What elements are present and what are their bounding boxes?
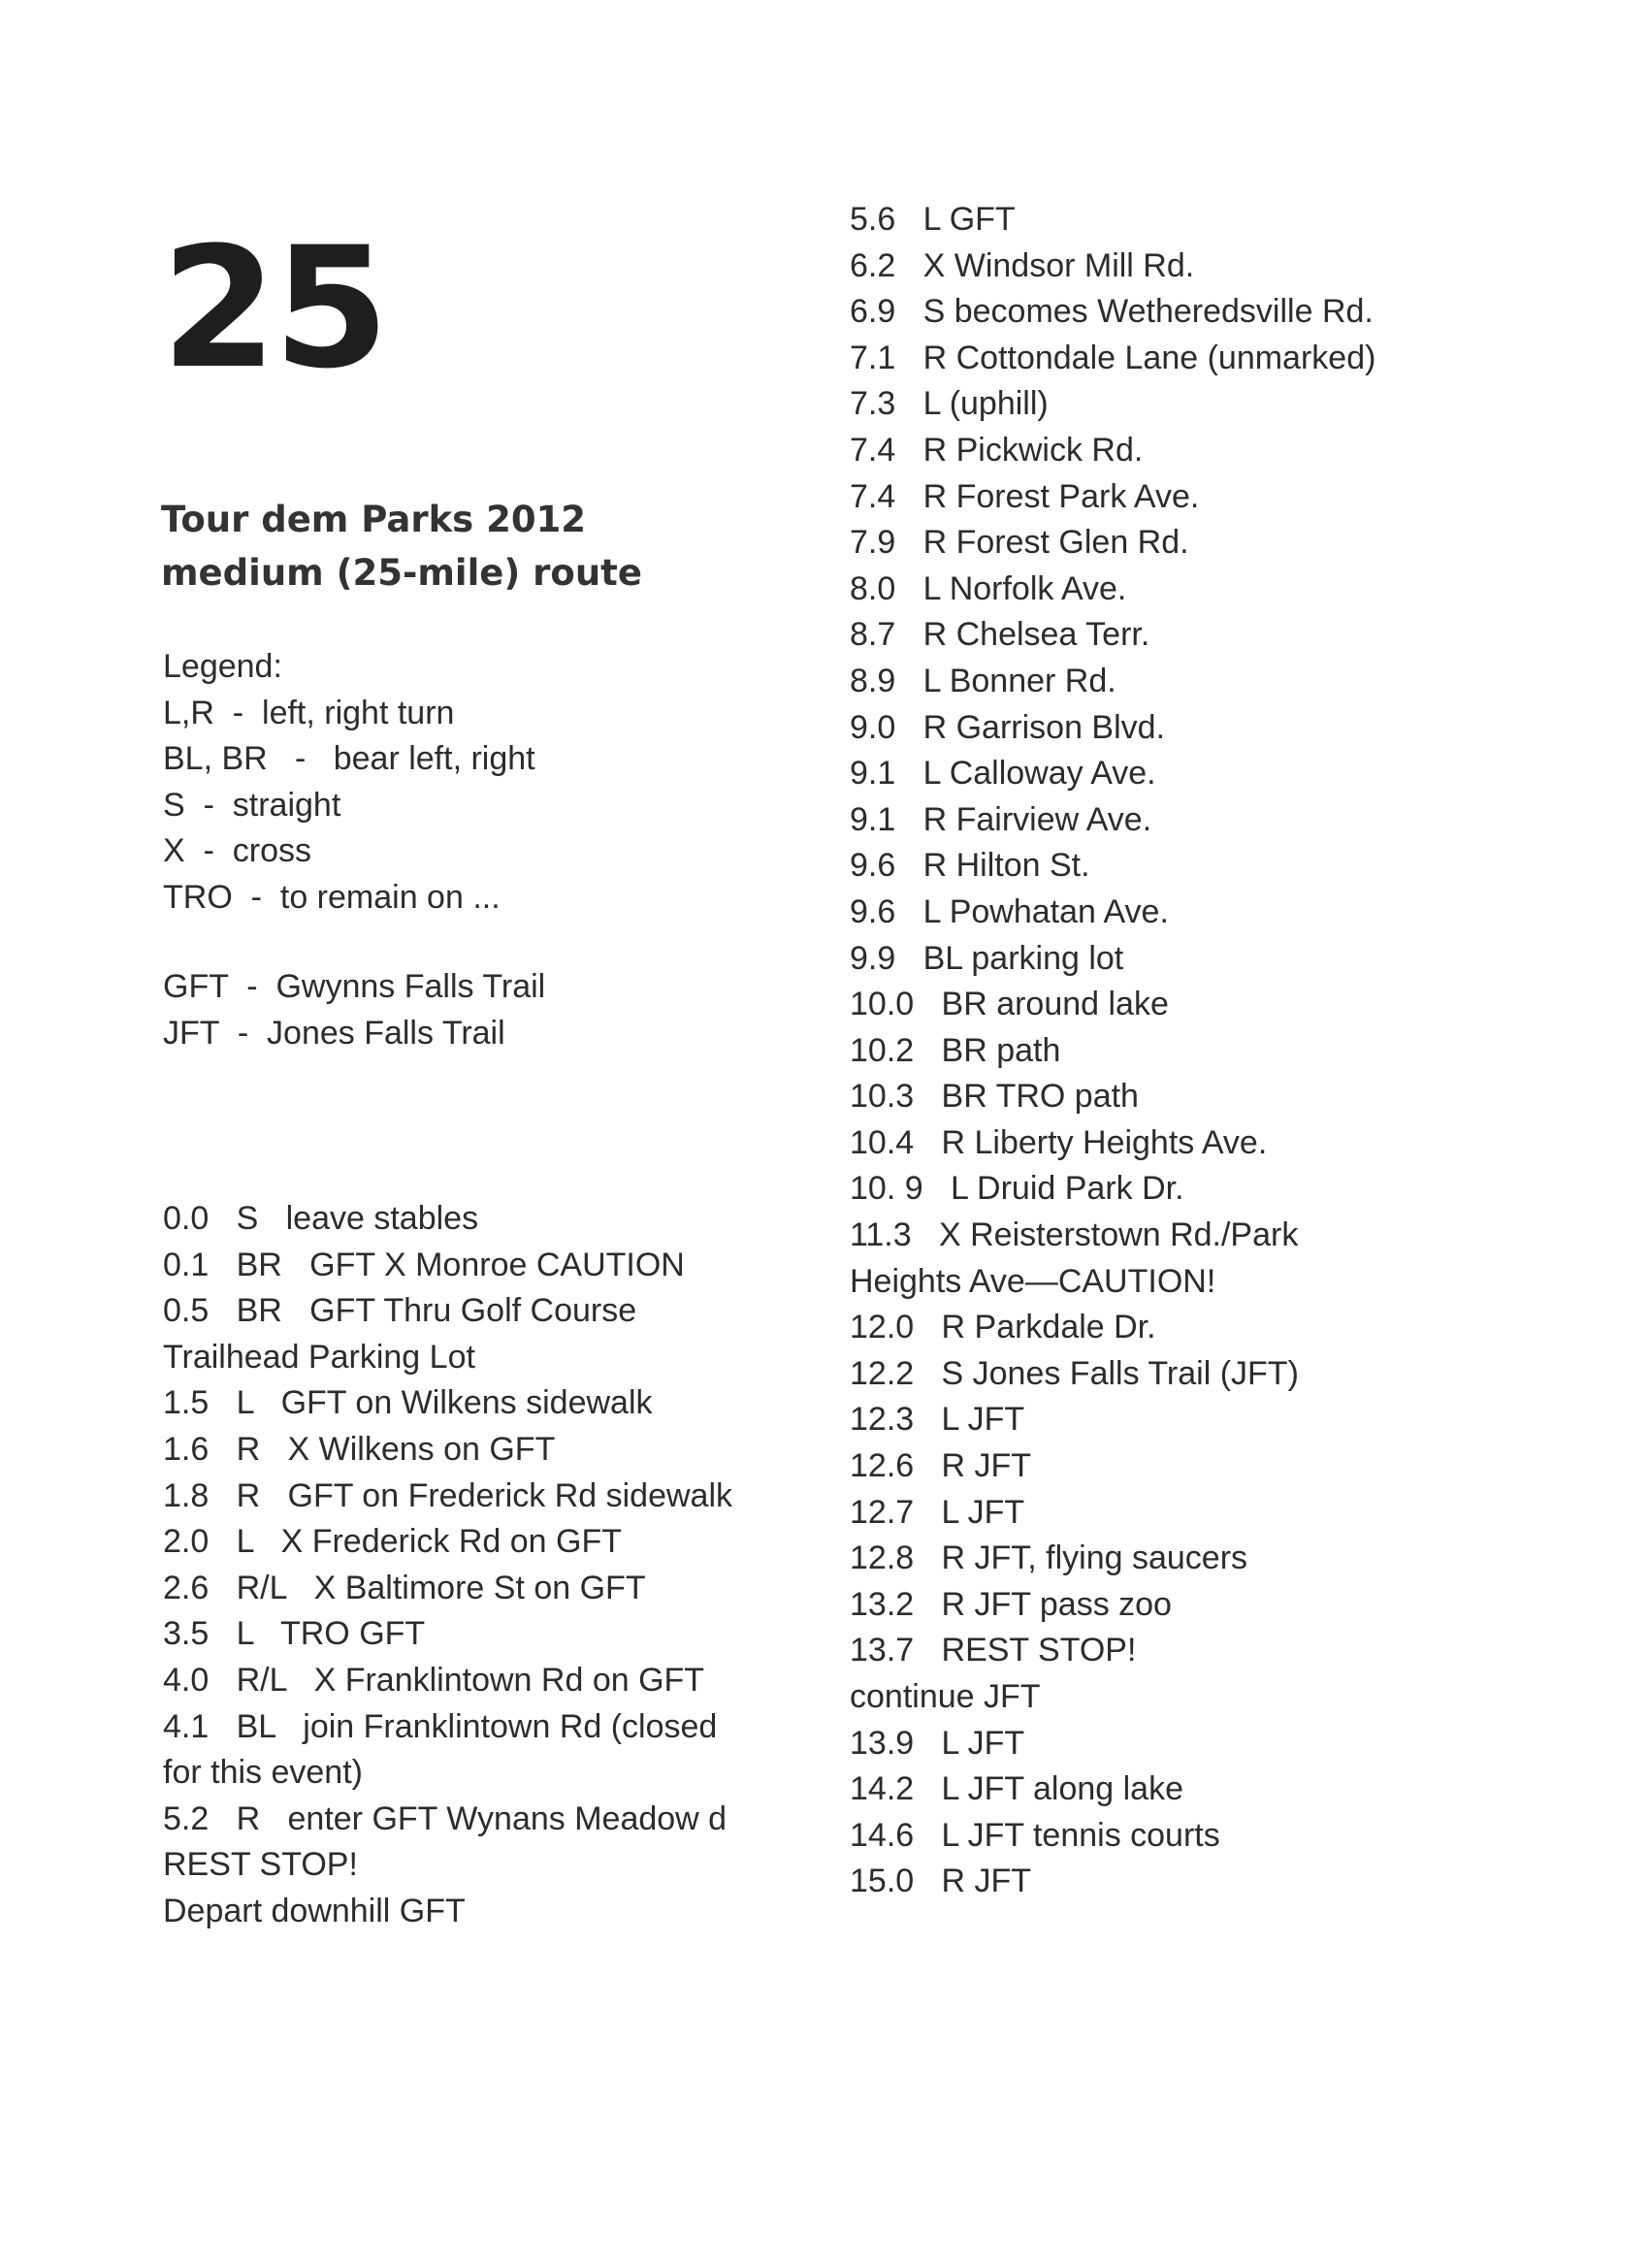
cue-line: 11.3 X Reisterstown Rd./Park <box>850 1216 1299 1254</box>
cue-line: 7.4 R Forest Park Ave. <box>850 477 1200 515</box>
legend <box>163 644 535 922</box>
cue-line: 13.9 L JFT <box>850 1724 1025 1762</box>
cue-line: 14.2 L JFT along lake <box>850 1770 1183 1808</box>
cue-line: for this event) <box>163 1754 363 1792</box>
cue-line: 6.2 X Windsor Mill Rd. <box>850 246 1195 284</box>
cue-line: 2.6 R/L X Baltimore St on GFT <box>163 1569 646 1606</box>
cue-line: continue JFT <box>850 1678 1041 1715</box>
cue-line: 9.1 R Fairview Ave. <box>850 800 1152 838</box>
cue-line: 8.9 L Bonner Rd. <box>850 662 1116 699</box>
cue-line: 5.2 R enter GFT Wynans Meadow d <box>163 1799 728 1837</box>
cue-line: 7.1 R Cottondale Lane (unmarked) <box>850 339 1376 376</box>
cue-line: 5.6 L GFT <box>850 201 1016 238</box>
cue-sheet-left-column <box>163 1196 732 1935</box>
legend-line: Legend: <box>163 648 282 685</box>
legend-line: BL, BR - bear left, right <box>163 740 535 778</box>
cue-line: 10.4 R Liberty Heights Ave. <box>850 1123 1268 1161</box>
cue-line: Trailhead Parking Lot <box>163 1338 475 1376</box>
cue-line: 0.1 BR GFT X Monroe CAUTION <box>163 1246 685 1283</box>
legend-line: S - straight <box>163 786 341 824</box>
cue-line: 15.0 R JFT <box>850 1863 1032 1900</box>
cue-line: 8.7 R Chelsea Terr. <box>850 616 1150 654</box>
cue-line: 10.0 BR around lake <box>850 986 1169 1023</box>
legend-line: L,R - left, right turn <box>163 694 455 731</box>
cue-line: 0.5 BR GFT Thru Golf Course <box>163 1292 637 1330</box>
cue-line: 6.9 S becomes Wetheredsville Rd. <box>850 293 1374 331</box>
route-title-line-1: Tour dem Parks 2012 <box>161 499 587 540</box>
cue-line: 12.8 R JFT, flying saucers <box>850 1539 1248 1577</box>
cue-line: REST STOP! <box>163 1846 358 1884</box>
cue-line: Heights Ave—CAUTION! <box>850 1262 1216 1300</box>
cue-line: 13.7 REST STOP! <box>850 1632 1137 1669</box>
cue-line: 12.0 R Parkdale Dr. <box>850 1309 1156 1346</box>
cue-line: 4.1 BL join Franklintown Rd (closed <box>163 1707 718 1745</box>
cue-line: 9.6 R Hilton St. <box>850 847 1090 885</box>
cue-line: 9.0 R Garrison Blvd. <box>850 708 1166 746</box>
cue-sheet-right-column <box>850 197 1375 1905</box>
cue-line: 10. 9 L Druid Park Dr. <box>850 1170 1184 1208</box>
cue-line: 0.0 S leave stables <box>163 1200 479 1237</box>
cue-line: 12.3 L JFT <box>850 1401 1025 1439</box>
cue-line: 4.0 R/L X Franklintown Rd on GFT <box>163 1661 705 1699</box>
route-title-line-2: medium (25-mile) route <box>161 552 642 594</box>
cue-line: 12.7 L JFT <box>850 1493 1025 1531</box>
legend-line: TRO - to remain on ... <box>163 878 501 916</box>
cue-line: 8.0 L Norfolk Ave. <box>850 569 1127 607</box>
cue-line: 10.3 BR TRO path <box>850 1078 1139 1116</box>
cue-line: 1.8 R GFT on Frederick Rd sidewalk <box>163 1476 733 1514</box>
cue-line: 12.6 R JFT <box>850 1447 1032 1485</box>
cue-line: 7.9 R Forest Glen Rd. <box>850 524 1189 562</box>
cue-line: 9.1 L Calloway Ave. <box>850 755 1156 793</box>
cue-line: 13.2 R JFT pass zoo <box>850 1585 1172 1623</box>
cue-line: 12.2 S Jones Falls Trail (JFT) <box>850 1354 1299 1392</box>
route-number: 25 <box>161 211 386 405</box>
cue-line: Depart downhill GFT <box>163 1892 466 1929</box>
cue-line: 10.2 BR path <box>850 1031 1061 1069</box>
cue-line: 1.6 R X Wilkens on GFT <box>163 1430 556 1468</box>
cue-line: 7.4 R Pickwick Rd. <box>850 431 1144 469</box>
trail-abbreviations <box>163 964 545 1056</box>
cue-line: 9.9 BL parking lot <box>850 939 1124 977</box>
cue-line: 1.5 L GFT on Wilkens sidewalk <box>163 1384 653 1422</box>
cue-line: 2.0 L X Frederick Rd on GFT <box>163 1523 623 1561</box>
abbreviations-line: GFT - Gwynns Falls Trail <box>163 968 546 1005</box>
abbreviations-line: JFT - Jones Falls Trail <box>163 1014 505 1052</box>
cue-line: 9.6 L Powhatan Ave. <box>850 892 1169 930</box>
legend-line: X - cross <box>163 832 312 870</box>
cue-line: 14.6 L JFT tennis courts <box>850 1816 1220 1854</box>
cue-line: 7.3 L (uphill) <box>850 385 1049 423</box>
cue-line: 3.5 L TRO GFT <box>163 1615 426 1653</box>
route-title <box>161 493 642 599</box>
